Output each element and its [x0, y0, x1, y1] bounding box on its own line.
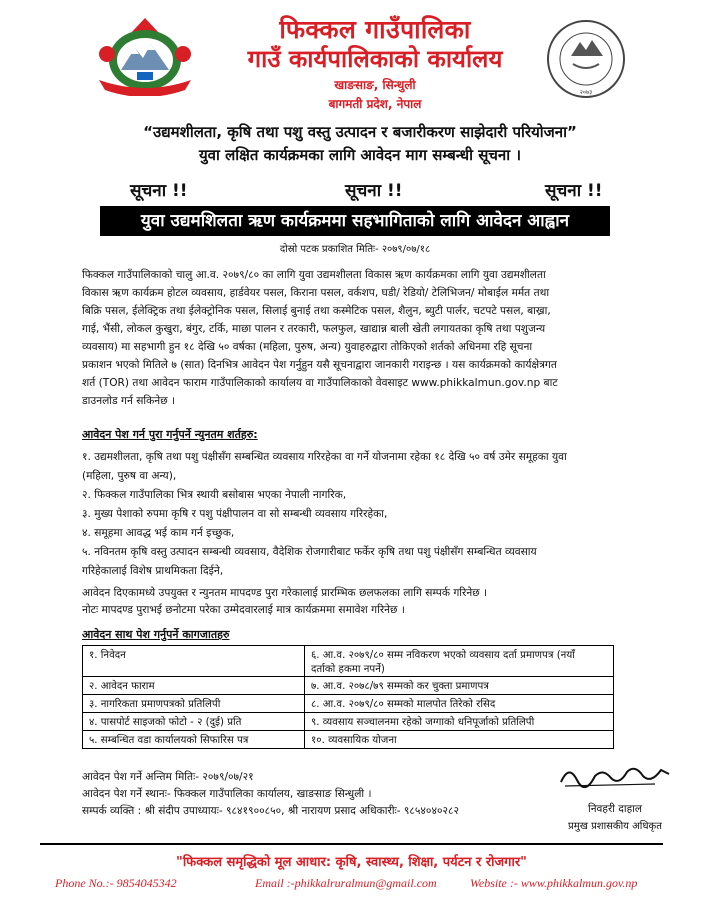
- condition-item: १. उद्यमशीलता, कृषि तथा पशु पंक्षीसँग सम्बन्धित व्यवसाय गरिरहेका वा गर्ने योजनामा रहेका १८ देखि ५० वर्ष उमेर समूहका युवा: [82, 451, 567, 463]
- intro-line: व्यवसाय) मा सहभागी हुन १८ देखि ५० वर्षका (महिला, पुरुष, अन्य) युवाहरुद्वारा तोकिएको शर्तको अधिनमा रहि सूचना: [82, 341, 533, 353]
- letterhead: [0, 0, 703, 118]
- email-text: Email :-phikkalruralmun@gmail.com: [255, 876, 437, 890]
- selection-note: आवेदन दिएकामध्ये उपयुक्त र न्युनतम मापदण्ड पुरा गरेकालाई प्रारम्भिक छलफलका लागि सम्पर्क गरिनेछ ।: [82, 587, 488, 599]
- svg-text:२०७३: २०७३: [579, 89, 593, 96]
- intro-line: प्रकाशन भएको मितिले ७ (सात) दिनभित्र आवेदन पेश गर्नुहुन यसै सूचनाद्वारा जानकारी गराइन्छ । यस कार्यक्रमको कार्यक्षेत्रगत: [82, 359, 557, 371]
- condition-item: (महिला, पुरुष वा अन्य),: [82, 470, 177, 482]
- table-cell: ३. नागरिकता प्रमाणपत्रको प्रतिलिपी: [83, 695, 305, 713]
- table-cell: ९. व्यवसाय सञ्चालनमा रहेको जग्गाको धनिपूर्जाको प्रतिलिपी: [305, 713, 614, 731]
- intro-line: गाई, भैंसी, लोकल कुखुरा, बंगुर, टर्कि, माछा पालन र तरकारी, फलफुल, खाद्यान्न बाली खेती लगायतका कृषि तथा पशुजन्य: [82, 323, 546, 335]
- published-date: दोस्रो पटक प्रकाशित मितिः- २०७९/०७/१८: [279, 244, 431, 255]
- table-row: [83, 646, 614, 677]
- table-cell: ४. पासपोर्ट साइजको फोटो - २ (दुई) प्रति: [83, 713, 305, 731]
- table-cell: १०. व्यवसायिक योजना: [305, 731, 614, 749]
- condition-item: ५. नविनतम कृषि वस्तु उत्पादन सम्बन्धी व्यवसाय, वैदेशिक रोजगारीबाट फर्केर कृषि तथा पशु पंक्षीसँग सम्बन्धित व्यवसाय: [82, 546, 537, 558]
- notice-label: सूचना !!: [345, 181, 403, 201]
- project-title: “उद्यमशीलता, कृषि तथा पशु वस्तु उत्पादन र बजारीकरण साझेदारी परियोजना”: [143, 123, 577, 141]
- deadline-text: आवेदन पेश गर्ने अन्तिम मितिः- २०७९/०७/२१: [82, 771, 254, 783]
- table-cell: २. आवेदन फाराम: [83, 677, 305, 695]
- documents-heading: आवेदन साथ पेश गर्नुपर्ने कागजातहरु: [82, 628, 230, 641]
- notice-label: सूचना !!: [545, 181, 603, 201]
- condition-item: २. फिक्कल गाउँपालिका भित्र स्थायी बसोबास भएका नेपाली नागरिक,: [82, 489, 347, 501]
- table-cell: ७. आ.व. २०७८/७९ सम्मको कर चुक्ता प्रमाणपत्र: [305, 677, 614, 695]
- notice-label: सूचना !!: [130, 181, 188, 201]
- municipality-seal-icon: [545, 16, 627, 102]
- address-line-2: बागमती प्रदेश, नेपाल: [328, 97, 422, 111]
- municipality-name: फिक्कल गाउँपालिका: [279, 15, 471, 44]
- condition-item: गरिहेकालाई विशेष प्राथमिकता दिईने,: [82, 565, 224, 577]
- cell-line: दर्ताको हकमा नपर्ने): [311, 664, 385, 675]
- banner-title: युवा उद्यमशिलता ऋण कार्यक्रममा सहभागिताको लागि आवेदन आह्वान: [100, 206, 610, 236]
- table-row: [83, 731, 614, 749]
- project-subtitle: युवा लक्षित कार्यक्रमका लागि आवेदन माग सम्बन्धी सूचना ।: [198, 146, 522, 164]
- table-cell: ८. आ.व. २०७९/८० सम्मको मालपोत तिरेको रसिद: [305, 695, 614, 713]
- table-cell: ५. सम्बन्धित वडा कार्यालयको सिफारिस पत्र: [83, 731, 305, 749]
- conditions-heading: आवेदन पेश गर्न पुरा गर्नुपर्ने न्युनतम शर्तहरु:: [82, 428, 258, 441]
- cell-line: ६. आ.व. २०७९/८० सम्म नविकरण भएको व्यवसाय दर्ता प्रमाणपत्र (नयाँ: [311, 650, 575, 661]
- office-name: गाउँ कार्यपालिकाको कार्यालय: [247, 45, 503, 73]
- table-row: [83, 677, 614, 695]
- motto: "फिक्कल समृद्धिको मूल आधार: कृषि, स्वास्थ्य, शिक्षा, पर्यटन र रोजगार": [176, 855, 527, 870]
- intro-line: बिक्रि पसल, ईलेक्ट्रिक तथा ईलेक्ट्रोनिक पसल, सिलाई बुनाई तथा कस्मेटिक पसल, शैलुन, ब्युटी पार्लर, चटपटे पसल, बाख्रा,: [82, 305, 551, 317]
- table-cell: [305, 646, 614, 677]
- signature-icon: [555, 760, 675, 792]
- documents-table: [82, 645, 614, 749]
- website-text: Website :- www.phikkalmun.gov.np: [470, 876, 638, 890]
- table-cell: १. निवेदन: [83, 646, 305, 677]
- submission-place-text: आवेदन पेश गर्ने स्थानः- फिक्कल गाउँपालिका कार्यालय, खाङसाङ सिन्धुली ।: [82, 788, 372, 800]
- contact-persons-text: सम्पर्क व्यक्ति : श्री संदीप उपाध्यायः- ९८४१९००८५०, श्री नारायण प्रसाद अधिकारीः- ९८५४०४०२८२: [82, 805, 459, 817]
- condition-item: ३. मुख्य पेशाको रुपमा कृषि र पशु पंक्षीपालन वा सो सम्बन्धी व्यवसाय गरिरहेका,: [82, 508, 388, 520]
- intro-line: डाउनलोड गर्न सकिनेछ ।: [82, 395, 175, 407]
- signatory-name: निवहरी दाहाल: [587, 803, 643, 815]
- intro-paragraph: [82, 266, 622, 410]
- shortlist-note: नोटः मापदण्ड पुराभई छनोटमा परेका उम्मेदवारलाई मात्र कार्यक्रममा समावेश गरिनेछ ।: [82, 604, 405, 616]
- nepal-emblem-icon: [85, 14, 205, 96]
- table-row: [83, 695, 614, 713]
- condition-item: ४. समूहमा आवद्ध भई काम गर्न इच्छुक,: [82, 527, 235, 539]
- address-line-1: खाङसाङ, सिन्धुली: [334, 78, 416, 92]
- intro-line: विकास ऋण कार्यक्रम होटल व्यवसाय, हार्डवेयर पसल, किराना पसल, वर्कशप, घडी/ रेडियो/ टेलिभिजन/ मोबाईल मर्मत तथा: [82, 287, 550, 299]
- footer-divider: [40, 843, 663, 845]
- phone-text: Phone No.:- 9854045342: [55, 876, 177, 890]
- intro-line: फिक्कल गाउँपालिकाको चालु आ.व. २०७९/८० का लागि युवा उद्यमशीलता विकास ऋण कार्यक्रमका लागि युवा उद्यमशीलता: [82, 269, 546, 281]
- intro-line: शर्त (TOR) तथा आवेदन फाराम गाउँपालिकाको कार्यालय वा गाउँपालिकाको वेवसाइट www.phikkalmun.gov.np बाट: [82, 377, 558, 389]
- table-row: [83, 713, 614, 731]
- signatory-title: प्रमुख प्रशासकीय अधिकृत: [568, 821, 662, 832]
